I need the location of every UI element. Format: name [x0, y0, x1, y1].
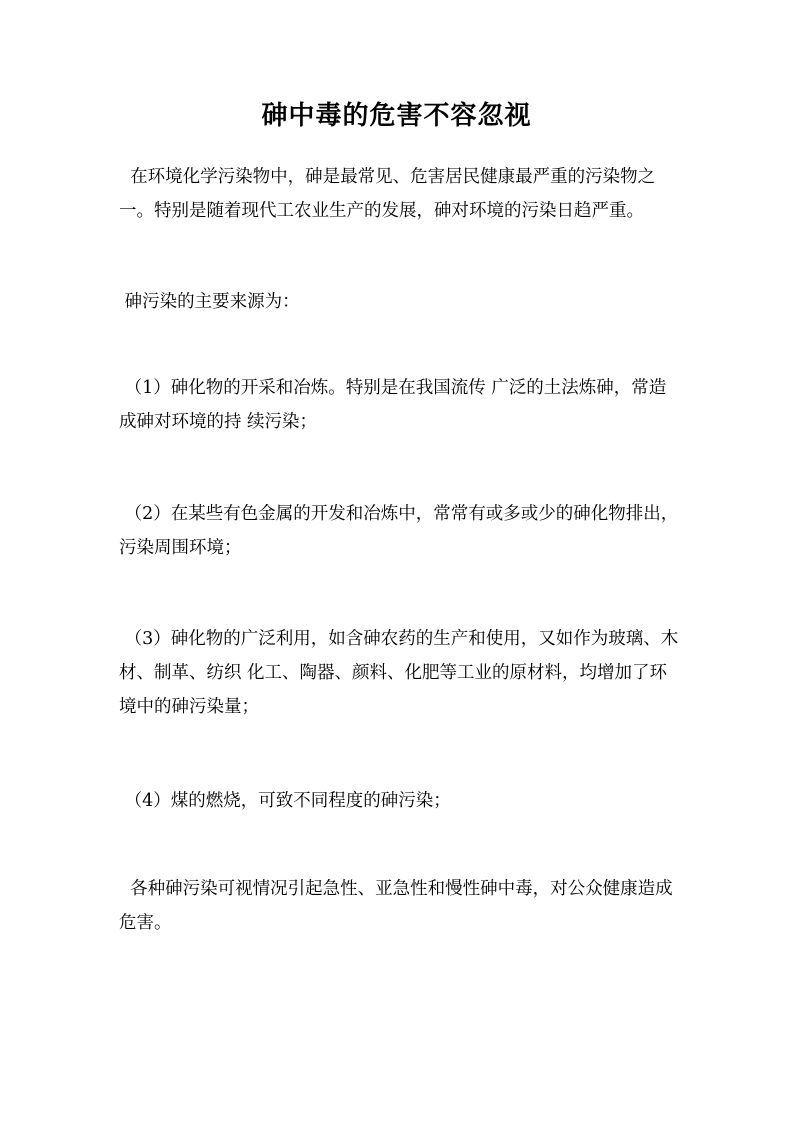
- paragraph-conclusion: 各种砷污染可视情况引起急性、亚急性和慢性砷中毒，对公众健康造成危害。: [119, 879, 673, 933]
- paragraph-intro: 在环境化学污染物中，砷是最常见、危害居民健康最严重的污染物之一。特别是随着现代工农业生产的发展，砷对环境的污染日趋严重。: [119, 167, 656, 221]
- paragraph-source-1: （1）砷化物的开采和冶炼。特别是在我国流传 广泛的土法炼砷，常造成砷对环境的持 续污染；: [119, 378, 667, 432]
- paragraph-source-3: （3）砷化物的广泛利用，如含砷农药的生产和使用，又如作为玻璃、木材、制革、纺织 化工、陶器、颜料、化肥等工业的原材料，均增加了环境中的砷污染量；: [119, 629, 679, 717]
- paragraph-sources-heading: 砷污染的主要来源为：: [119, 292, 300, 312]
- paragraph-source-4: （4）煤的燃烧，可致不同程度的砷污染；: [119, 791, 451, 811]
- document-title: 砷中毒的危害不容忽视: [261, 101, 532, 131]
- paragraph-source-2: （2）在某些有色金属的开发和冶炼中，常常有或多或少的砷化物排出，污染周围环境；: [119, 504, 679, 558]
